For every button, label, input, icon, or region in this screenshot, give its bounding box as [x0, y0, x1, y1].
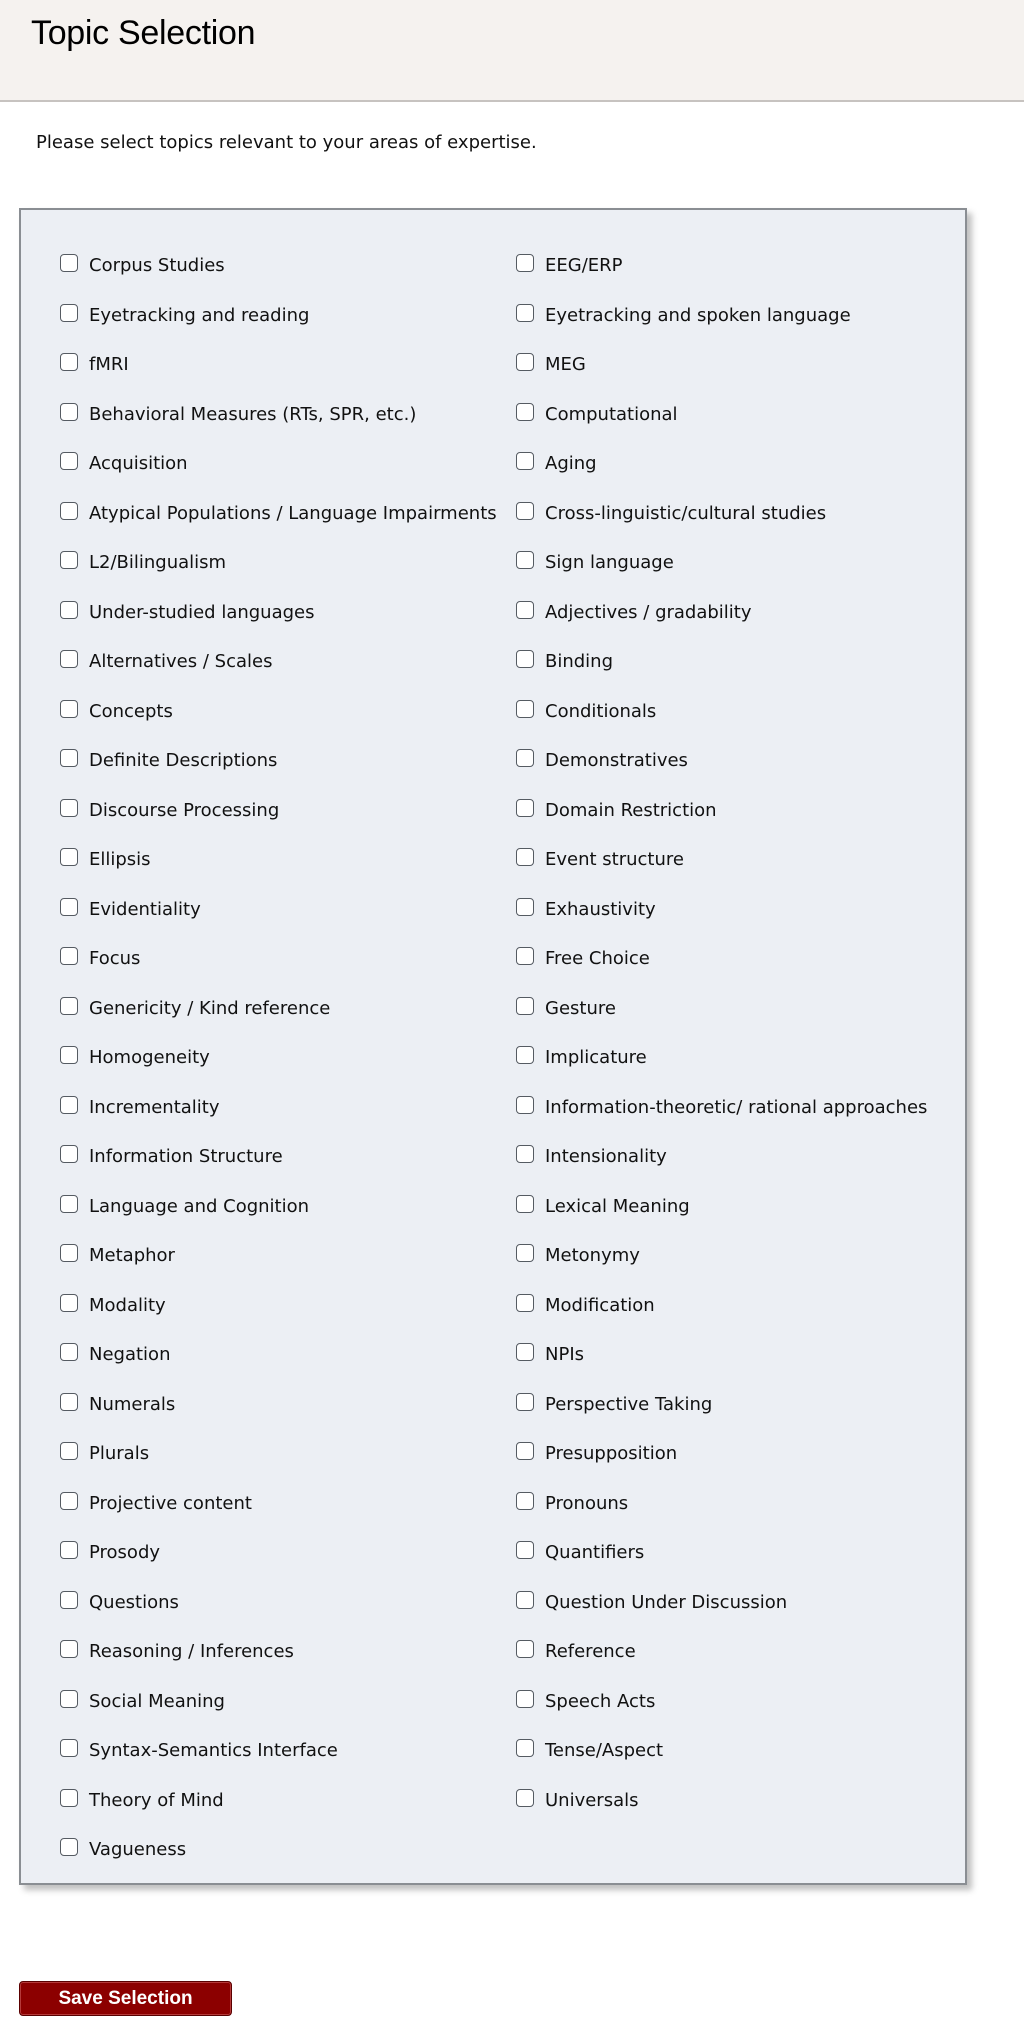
topic-label: Genericity / Kind reference: [89, 997, 331, 1019]
topic-label: Discourse Processing: [89, 799, 280, 821]
topic-label: Modality: [89, 1294, 166, 1316]
topic-label: Universals: [545, 1789, 639, 1811]
topic-option[interactable]: [516, 597, 752, 627]
topic-option[interactable]: [60, 300, 309, 330]
topic-checkbox[interactable]: [516, 997, 534, 1015]
topic-label: Reference: [545, 1640, 636, 1662]
topic-checkbox[interactable]: [60, 700, 78, 718]
topic-checkbox[interactable]: [516, 1046, 534, 1064]
topic-label: Plurals: [89, 1442, 150, 1464]
topic-label: Behavioral Measures (RTs, SPR, etc.): [89, 403, 417, 425]
topic-label: Eyetracking and reading: [89, 304, 310, 326]
topic-checkbox[interactable]: [516, 1343, 534, 1361]
topic-checkbox[interactable]: [516, 947, 534, 965]
topic-checkbox[interactable]: [516, 848, 534, 866]
page-header: [0, 0, 1024, 102]
topic-option[interactable]: [516, 1686, 655, 1716]
topic-label: fMRI: [89, 353, 129, 375]
topic-option[interactable]: [516, 1042, 647, 1072]
topic-option[interactable]: [60, 1537, 160, 1567]
topic-label: Homogeneity: [89, 1046, 210, 1068]
topic-option[interactable]: [60, 547, 226, 577]
topic-label: Speech Acts: [545, 1690, 656, 1712]
topic-label: Theory of Mind: [89, 1789, 224, 1811]
topic-checkbox[interactable]: [516, 601, 534, 619]
topic-label: Gesture: [545, 997, 616, 1019]
topic-option[interactable]: [516, 547, 674, 577]
topic-label: EEG/ERP: [545, 254, 623, 276]
topic-checkbox[interactable]: [516, 1393, 534, 1411]
topic-option[interactable]: [60, 1042, 210, 1072]
topic-option[interactable]: [516, 894, 656, 924]
topic-label: Prosody: [89, 1541, 161, 1563]
topic-label: Reasoning / Inferences: [89, 1640, 294, 1662]
topic-checkbox[interactable]: [60, 848, 78, 866]
topic-option[interactable]: [516, 498, 826, 528]
topic-label: Information-theoretic/ rational approaches: [545, 1096, 928, 1118]
topic-option[interactable]: [516, 250, 623, 280]
topic-checkbox[interactable]: [60, 254, 78, 272]
topic-option[interactable]: [516, 1735, 663, 1765]
topic-option[interactable]: [516, 1092, 927, 1122]
topic-checkbox[interactable]: [516, 452, 534, 470]
topic-label: Corpus Studies: [89, 254, 225, 276]
topic-option[interactable]: [60, 745, 277, 775]
topic-option[interactable]: [60, 646, 272, 676]
topic-label: Conditionals: [545, 700, 657, 722]
topic-label: Acquisition: [89, 452, 188, 474]
topic-checkbox[interactable]: [516, 1541, 534, 1559]
topic-checkbox[interactable]: [60, 1294, 78, 1312]
topic-label: Demonstratives: [545, 749, 688, 771]
topic-label: Computational: [545, 403, 678, 425]
topic-option[interactable]: [60, 250, 225, 280]
topic-label: Under-studied languages: [89, 601, 315, 623]
topic-option[interactable]: [60, 1488, 252, 1518]
topic-checkbox[interactable]: [516, 1591, 534, 1609]
topic-label: Tense/Aspect: [545, 1739, 664, 1761]
topic-checkbox[interactable]: [60, 1838, 78, 1856]
topic-option[interactable]: [516, 1785, 639, 1815]
topic-option[interactable]: [516, 1191, 690, 1221]
topic-option[interactable]: [516, 1636, 636, 1666]
topic-label: Cross-linguistic/cultural studies: [545, 502, 827, 524]
topic-label: Atypical Populations / Language Impairments: [89, 502, 497, 524]
topic-option[interactable]: [516, 1488, 628, 1518]
topic-label: Binding: [545, 650, 614, 672]
topic-label: Intensionality: [545, 1145, 667, 1167]
topic-option[interactable]: [60, 1686, 225, 1716]
topic-checkbox[interactable]: [516, 304, 534, 322]
topic-checkbox[interactable]: [516, 1096, 534, 1114]
topic-checkbox[interactable]: [516, 749, 534, 767]
topic-checkbox[interactable]: [60, 1541, 78, 1559]
topic-checkbox[interactable]: [60, 452, 78, 470]
topic-label: Definite Descriptions: [89, 749, 278, 771]
topic-checkbox[interactable]: [60, 304, 78, 322]
topic-label: Negation: [89, 1343, 171, 1365]
topic-option[interactable]: [60, 1587, 179, 1617]
topic-label: Domain Restriction: [545, 799, 717, 821]
topic-label: Exhaustivity: [545, 898, 656, 920]
topic-checkbox[interactable]: [516, 1244, 534, 1262]
topic-checkbox[interactable]: [516, 1640, 534, 1658]
topic-option[interactable]: [60, 1290, 166, 1320]
topic-option[interactable]: [60, 1785, 224, 1815]
topic-option[interactable]: [60, 448, 188, 478]
topic-label: Concepts: [89, 700, 173, 722]
instructions-text: Please select topics relevant to your areas of expertise.: [36, 132, 537, 153]
topic-option[interactable]: [516, 943, 650, 973]
topic-option[interactable]: [60, 696, 173, 726]
topic-option[interactable]: [516, 1339, 584, 1369]
topic-label: Aging: [545, 452, 597, 474]
topic-option[interactable]: [60, 1191, 309, 1221]
topic-checkbox[interactable]: [516, 700, 534, 718]
topic-label: Focus: [89, 947, 141, 969]
topic-checkbox[interactable]: [60, 1096, 78, 1114]
topic-option[interactable]: [60, 844, 151, 874]
topic-label: Information Structure: [89, 1145, 283, 1167]
topic-checkbox[interactable]: [516, 502, 534, 520]
topic-option[interactable]: [516, 1141, 667, 1171]
topic-checkbox[interactable]: [516, 1195, 534, 1213]
topic-label: Incrementality: [89, 1096, 220, 1118]
topic-checkbox[interactable]: [60, 1591, 78, 1609]
topic-label: Perspective Taking: [545, 1393, 713, 1415]
topic-label: Pronouns: [545, 1492, 629, 1514]
topic-label: Free Choice: [545, 947, 650, 969]
topic-option[interactable]: [60, 1438, 149, 1468]
topic-label: Modification: [545, 1294, 655, 1316]
topic-option[interactable]: [516, 1587, 787, 1617]
topic-option[interactable]: [516, 844, 684, 874]
topic-option[interactable]: [60, 1240, 175, 1270]
topic-option[interactable]: [516, 993, 616, 1023]
topic-checkbox[interactable]: [60, 898, 78, 916]
topic-label: Social Meaning: [89, 1690, 225, 1712]
topic-option[interactable]: [60, 943, 140, 973]
topic-checkbox[interactable]: [60, 997, 78, 1015]
page-title: Topic Selection: [31, 14, 256, 52]
topic-checkbox[interactable]: [516, 551, 534, 569]
topic-option[interactable]: [516, 795, 717, 825]
topic-label: Question Under Discussion: [545, 1591, 788, 1613]
topic-checkbox[interactable]: [60, 1789, 78, 1807]
topic-option[interactable]: [60, 795, 279, 825]
topic-label: Projective content: [89, 1492, 252, 1514]
topic-option[interactable]: [516, 1438, 677, 1468]
topic-checkbox[interactable]: [60, 1343, 78, 1361]
topic-option[interactable]: [516, 1240, 640, 1270]
topic-checkbox[interactable]: [516, 1789, 534, 1807]
topic-checkbox[interactable]: [516, 353, 534, 371]
topic-label: Implicature: [545, 1046, 647, 1068]
topic-checkbox[interactable]: [60, 749, 78, 767]
topic-option[interactable]: [60, 349, 129, 379]
topic-label: Metaphor: [89, 1244, 175, 1266]
topic-label: Eyetracking and spoken language: [545, 304, 851, 326]
topic-label: Alternatives / Scales: [89, 650, 273, 672]
topic-label: Vagueness: [89, 1838, 187, 1860]
topic-option[interactable]: [60, 1834, 186, 1864]
topic-checkbox[interactable]: [60, 601, 78, 619]
topic-label: Language and Cognition: [89, 1195, 310, 1217]
topic-checkbox[interactable]: [516, 1294, 534, 1312]
topic-checkbox[interactable]: [60, 1393, 78, 1411]
topic-checkbox[interactable]: [516, 1145, 534, 1163]
topic-checkbox[interactable]: [60, 1442, 78, 1460]
topic-checkbox[interactable]: [60, 502, 78, 520]
topic-label: NPIs: [545, 1343, 585, 1365]
topic-option[interactable]: [60, 399, 416, 429]
topic-option[interactable]: [516, 399, 678, 429]
topic-checkbox[interactable]: [60, 650, 78, 668]
topic-checkbox[interactable]: [60, 551, 78, 569]
topic-checkbox[interactable]: [60, 1690, 78, 1708]
topic-checkbox[interactable]: [60, 1195, 78, 1213]
topic-option[interactable]: [60, 993, 330, 1023]
topic-option[interactable]: [516, 1537, 644, 1567]
save-selection-button[interactable]: Save Selection: [19, 1981, 232, 2016]
topic-checkbox[interactable]: [60, 1244, 78, 1262]
topic-option[interactable]: [516, 300, 851, 330]
topic-label: Presupposition: [545, 1442, 678, 1464]
topic-checkbox[interactable]: [60, 1640, 78, 1658]
topic-option[interactable]: [516, 696, 656, 726]
topic-label: Sign language: [545, 551, 674, 573]
topic-option[interactable]: [60, 894, 201, 924]
topic-option[interactable]: [60, 1339, 170, 1369]
topic-option[interactable]: [60, 597, 315, 627]
topic-label: Event structure: [545, 848, 684, 870]
topic-checkbox[interactable]: [60, 1492, 78, 1510]
topic-option[interactable]: [516, 1389, 712, 1419]
topic-checkbox[interactable]: [516, 650, 534, 668]
topic-checkbox[interactable]: [516, 898, 534, 916]
topic-checkbox[interactable]: [516, 1690, 534, 1708]
topic-option[interactable]: [60, 1389, 175, 1419]
topic-checkbox[interactable]: [60, 1145, 78, 1163]
topic-label: MEG: [545, 353, 586, 375]
topic-checkbox[interactable]: [516, 254, 534, 272]
topic-option[interactable]: [516, 745, 688, 775]
topic-label: Ellipsis: [89, 848, 151, 870]
topic-option[interactable]: [60, 1092, 220, 1122]
topic-checkbox[interactable]: [516, 799, 534, 817]
topic-list-panel: [19, 208, 967, 1885]
topic-label: Quantifiers: [545, 1541, 645, 1563]
topic-label: Lexical Meaning: [545, 1195, 690, 1217]
topic-option[interactable]: [60, 1735, 338, 1765]
topic-label: Metonymy: [545, 1244, 640, 1266]
topic-checkbox[interactable]: [516, 1739, 534, 1757]
topic-option[interactable]: [516, 448, 597, 478]
topic-label: Syntax-Semantics Interface: [89, 1739, 338, 1761]
topic-checkbox[interactable]: [516, 1492, 534, 1510]
topic-checkbox[interactable]: [60, 1739, 78, 1757]
topic-checkbox[interactable]: [60, 353, 78, 371]
topic-label: L2/Bilingualism: [89, 551, 227, 573]
topic-label: Evidentiality: [89, 898, 201, 920]
topic-option[interactable]: [60, 1141, 283, 1171]
topic-option[interactable]: [516, 349, 586, 379]
topic-checkbox[interactable]: [60, 403, 78, 421]
topic-checkbox[interactable]: [516, 403, 534, 421]
topic-label: Adjectives / gradability: [545, 601, 752, 623]
topic-checkbox[interactable]: [60, 947, 78, 965]
topic-option[interactable]: [60, 1636, 294, 1666]
topic-option[interactable]: [60, 498, 497, 528]
topic-checkbox[interactable]: [60, 1046, 78, 1064]
topic-checkbox[interactable]: [60, 799, 78, 817]
topic-option[interactable]: [516, 1290, 655, 1320]
topic-checkbox[interactable]: [516, 1442, 534, 1460]
topic-option[interactable]: [516, 646, 613, 676]
topic-label: Numerals: [89, 1393, 176, 1415]
topic-label: Questions: [89, 1591, 179, 1613]
